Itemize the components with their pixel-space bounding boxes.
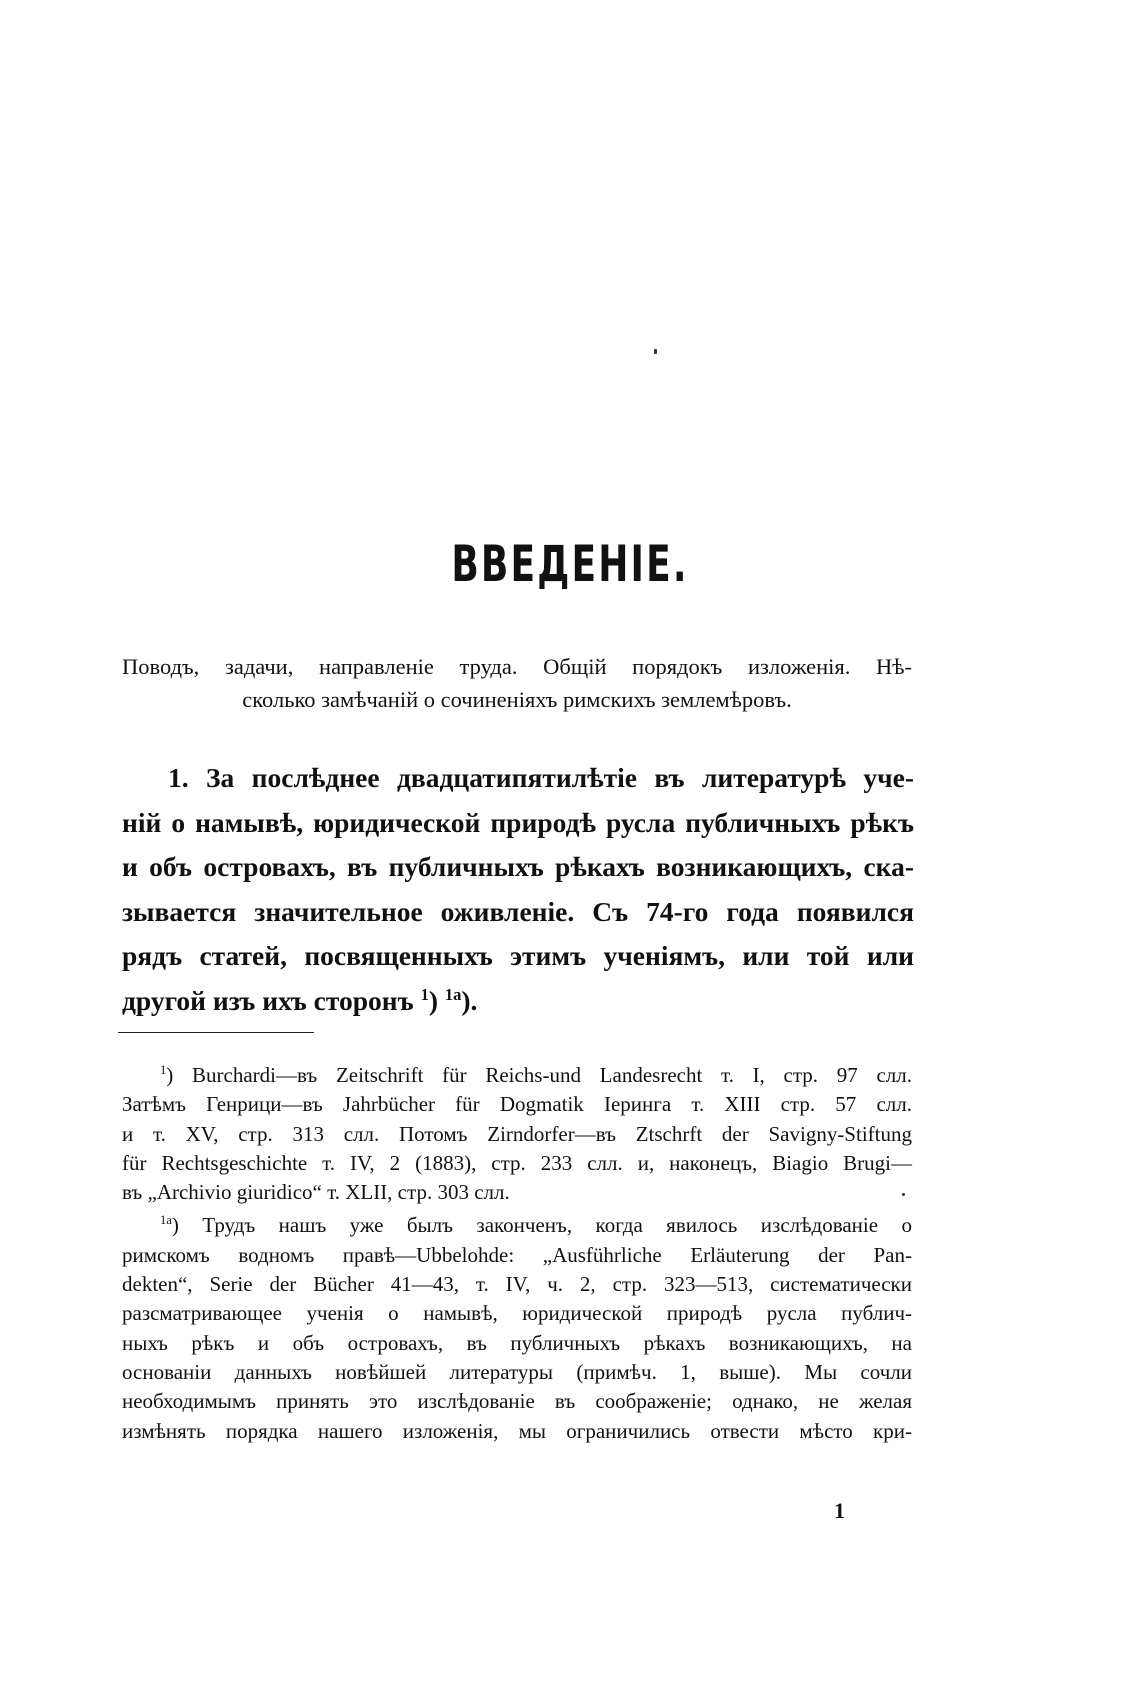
footnote-line: въ „Archivio giuridico“ т. XLII, стр. 303 слл.: [122, 1180, 510, 1205]
ink-dot: [902, 1193, 905, 1196]
paragraph-line: зывается значительное оживленіе. Съ 74-го года появился: [122, 895, 914, 927]
ink-speck: [654, 349, 657, 354]
footnote-1a: [122, 1211, 912, 1445]
paragraph-line: 1. За послѣднее двадцатипятилѣтіе въ литературѣ уче-: [168, 762, 914, 793]
paragraph-tail: ).: [461, 984, 478, 1016]
footnote-line: [122, 1211, 912, 1240]
paragraph-last-line: другой изъ ихъ сторонъ $^1$) $^{1а}$).: [122, 984, 478, 1016]
footnote-line: римскомъ водномъ правѣ—Ubbelohde: „Ausführliche Erläuterung der Pan-: [122, 1242, 912, 1267]
footnote-line: Затѣмъ Генрици—въ Jahrbücher für Dogmatik Іеринга т. XIII стр. 57 слл.: [122, 1092, 912, 1117]
footnote-text: ) Трудъ нашъ уже былъ законченъ, когда явилось изслѣдованіе о: [171, 1213, 912, 1238]
footnote-line: [122, 1061, 912, 1090]
paragraph-line: и объ островахъ, въ публичныхъ рѣкахъ возникающихъ, ска-: [122, 851, 914, 882]
footnote-line: и т. XV, стр. 313 слл. Потомъ Zirndorfer—въ Ztschrft der Savigny-Stiftung: [122, 1121, 912, 1146]
chapter-summary: [122, 650, 912, 716]
footnote-marker: 1а: [160, 1213, 172, 1228]
footnotes: [122, 1061, 912, 1446]
footnote-line: ныхъ рѣкъ и объ островахъ, въ публичныхъ рѣкахъ возникающихъ, на: [122, 1330, 912, 1355]
footnote-marker: 1: [160, 1063, 167, 1077]
chapter-title: ВВЕДЕНІЕ.: [451, 535, 689, 593]
summary-line: сколько замѣчаній о сочиненіяхъ римскихъ землемѣровъ.: [242, 687, 792, 712]
footnote-line: für Rechtsgeschichte т. IV, 2 (1883), стр. 233 слл. и, наконецъ, Biagio Brugi—: [122, 1150, 912, 1175]
footnote-line: необходимымъ принять это изслѣдованіе въ соображеніе; однако, не желая: [122, 1389, 912, 1414]
footnote-line: dekten“, Serie der Bücher 41—43, т. IV, ч. 2, стр. 323—513, систематически: [122, 1272, 912, 1297]
footnote-line: основаніи данныхъ новѣйшей литературы (примѣч. 1, выше). Мы сочли: [122, 1359, 912, 1384]
footnote-divider: [118, 1032, 314, 1033]
paragraph-line: ній о намывѣ, юридической природѣ русла публичныхъ рѣкъ: [122, 806, 914, 838]
summary-line: Поводъ, задачи, направленіе труда. Общій порядокъ изложенія. Нѣ-: [122, 654, 912, 679]
footnote-text: ) Burchardi—въ Zeitschrift für Reichs-und Landesrecht т. I, стр. 97 слл.: [166, 1063, 912, 1087]
page-number: 1: [834, 1498, 845, 1523]
footnote-ref: 1а: [444, 984, 462, 1004]
paragraph-line-text: другой изъ ихъ сторонъ: [122, 984, 414, 1016]
footnote-ref: 1: [420, 984, 429, 1004]
paragraph-line: рядъ статей, посвященныхъ этимъ ученіямъ, или той или: [122, 940, 914, 971]
footnote-line: разсматривающее ученія о намывѣ, юридической природѣ русла публич-: [122, 1301, 912, 1326]
footnote-line: измѣнять порядка нашего изложенія, мы ограничились отвести мѣсто кри-: [122, 1418, 912, 1443]
footnote-1: [122, 1061, 912, 1207]
main-paragraph: [122, 756, 914, 1023]
